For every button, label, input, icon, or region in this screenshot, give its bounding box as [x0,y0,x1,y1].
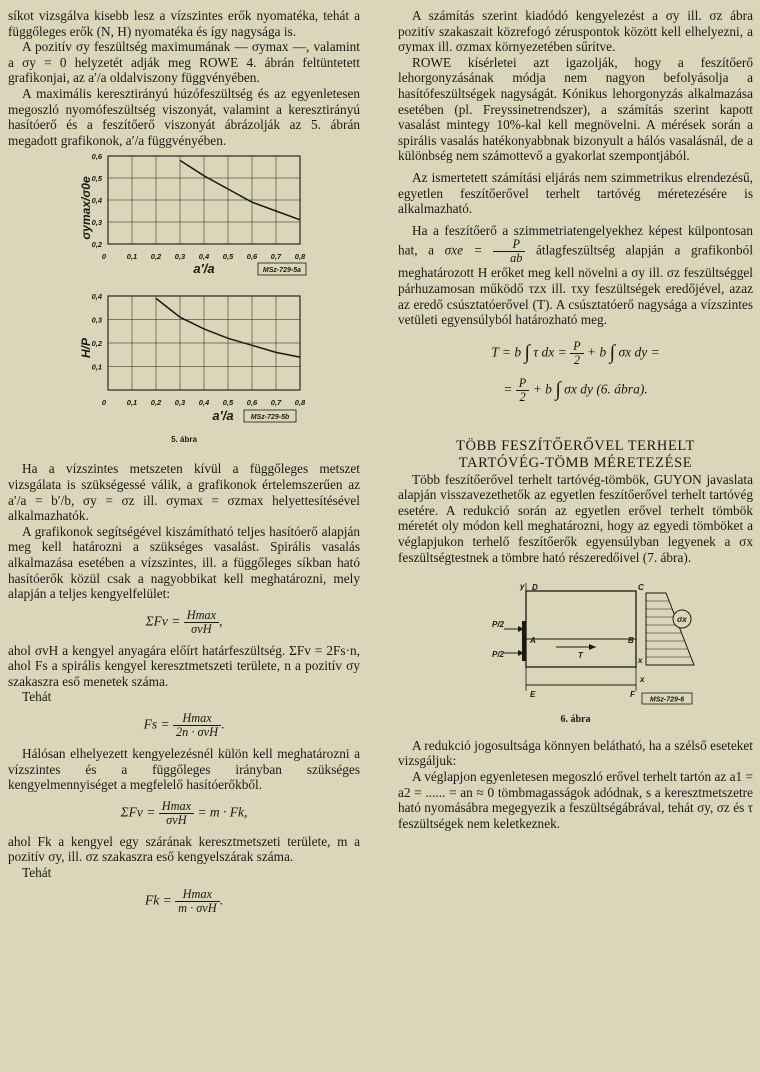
equation [398,340,753,367]
equation-end: . [220,716,225,732]
numerator: Hmax [175,888,220,902]
equation-lhs: Fk = [145,892,172,908]
equation-part: + b [532,381,552,397]
x-tick-label: 0,4 [198,398,210,408]
paragraph: A pozitív σy feszültség maximumának — σymax —, valamint a σy = 0 helyzetét adják meg ROWE 4. ábrán feltüntetett grafikonjai, az a′/a oldalviszony függvényében. [8,39,360,86]
equation [8,800,360,827]
paragraph [398,223,753,328]
equation-end: . [219,892,223,908]
paragraph: Az ismertetett számítási eljárás nem szimmetrikus elrendezésű, egyetlen feszítőerővel terhelt tartóvég méretezésére is alkalmazható. [398,169,753,217]
fraction [159,800,194,827]
series-line [180,161,300,220]
paragraph: A grafikonok segítségével kiszámítható teljes hasítóerő alapján meg kell határozni a szükséges vasalást. Spirális vasalás alkalmazása esetében a vízszintes, ill. a függőleges síkban ható hasítóerők közül csak a nagyobbikat kell meghatározni, mely alapján a teljes kengyelfelület: [8,523,360,602]
paragraph: ahol σvH a kengyel anyagára előírt határfeszültség. ΣFv = 2Fs·n, ahol Fs a spirális kengyel keresztmetszeti területe, n a pozitív σy szakaszra eső menetek száma. [8,642,360,689]
y-tick-label: 0,4 [91,292,102,302]
stamp: MSz-729-6 [649,696,684,704]
y-tick-label: 0,3 [91,315,102,325]
numerator: P [570,340,584,354]
diagram-label: A [529,636,536,646]
x-tick-label: 0,5 [222,252,234,262]
diagram-label: σx [676,615,687,625]
x-axis-label: a′/a [212,408,234,424]
paragraph: Hálósan elhelyezett kengyelezésnél külön kell meghatározni a vízszintes és a függőleges irányban szükséges kengyelmennyiséget a megfelelő hasítóerőkből. [8,746,360,793]
equation-lhs: ΣFv = [120,804,156,820]
figure-caption: 5. ábra [171,435,197,445]
equation [8,888,360,915]
figure-caption: 6. ábra [560,714,591,726]
left-column [8,8,360,922]
equation [8,712,360,739]
numerator: Hmax [173,712,221,726]
chart-top [79,152,306,276]
equation-part: T = b [491,344,522,360]
fraction [184,609,219,636]
equation-lhs: ΣFv = [145,613,181,629]
numerator: Hmax [184,609,219,623]
fraction [570,340,584,367]
x-tick-label: 0,6 [246,398,258,408]
numerator: P [493,238,525,252]
x-tick-label: 0,2 [150,398,162,408]
paragraph: A számítás szerint kiadódó kengyelezést a σy ill. σz ábra pozitív szakaszait közrefogó zéruspontok között kell elhelyezni, a σymax ill. σzmax környezetében sűrítve. [398,8,753,55]
y-tick-label: 0,3 [91,218,102,228]
equation [398,377,753,404]
integral-sign: ∫ [555,378,561,401]
paragraph: ahol Fk a kengyel egy szárának keresztmetszeti területe, m a pozitív σy, ill. σz szakaszra eső kengyelszárak száma. [8,833,360,865]
denominator: 2 [573,352,580,367]
diagram-label: C [637,583,644,593]
x-tick-label: 0,6 [246,252,258,262]
diagram-label: y [519,582,524,592]
y-tick-label: 0,5 [91,174,102,184]
x-tick-label: 0,1 [126,252,138,262]
x-tick-label: 0,3 [174,398,186,408]
paragraph: A redukció jogosultsága könnyen belátható, ha a szélső eseteket vizsgáljuk: [398,737,753,769]
arrow-head [589,644,596,650]
y-tick-label: 0,4 [91,196,102,206]
paragraph: ROWE kísérletei azt igazolják, hogy a feszítőerő lehorgonyzásának módja nem nagyon befolyásolja a hasítófeszültségek nagyságát. Kónikus lehorgonyzás alkalmazása esetében (pl. Freyssinetrendszer), a számítás szerint kapott vasalást mintegy 10%-kal kell megnövelni. A mérések során a spirális vasalás hatékonyabbnak bizonyult a hálós vasalásnál, de a különbség nem számottevő a gyakorlat szempontjából. [398,54,753,164]
x-tick-label: 0,1 [126,398,138,408]
fraction [175,888,220,915]
right-column [398,8,753,831]
grid [108,296,300,390]
y-tick-label: 0,2 [91,240,102,250]
stamp: MSz-729-5b [250,414,290,422]
text-run: Ha a feszítőerő a szimmetriatengelyekhez képest külpontosan hat, a [398,222,753,258]
denominator: 2n · σvH [176,725,218,740]
denominator: σvH [166,812,187,827]
equation-part: = [503,381,513,397]
x-tick-label: 0,8 [294,252,306,262]
diagram-label: P/2 [491,620,504,630]
y-tick-label: 0,2 [91,339,102,349]
diagram-label: D [531,583,538,593]
y-tick-label: 0,1 [91,362,102,372]
integral-sign: ∫ [609,341,616,364]
chart-bottom [79,292,306,423]
equation-part: + b [587,344,607,360]
paragraph: A maximális keresztirányú húzófeszültség és az egyenletesen megoszló nyomófeszültség viszonyát, valamint a keresztirányú hasítóerő és a feszítőerő viszonyát ábrázolják az 5. ábrán megadott grafikonok, a′/a függvényében. [8,85,360,148]
x-tick-label: 0,7 [270,398,282,408]
text-run: átlagfeszültség alapján a grafikonból meghatározott H erőket meg kell növelni a σy ill. σz feszültséggel párhuzamosan működő τzx ill. τxy feszültségek eredőjével, azaz az eredő csúsztatóerővel (T). A csúsztatóerő nagysága a vízszintes vetületi egyensúlyból határozható meg. [398,242,754,328]
diagram-label: T [577,651,583,661]
paragraph: Ha a vízszintes metszeten kívül a függőleges metszet vizsgálata is szükségessé válik, a grafikonok értelemszerűen az a′/a = b′/b, σy = σz ill. σymax = σzmax helyettesítésével alkalmazhatók. [8,461,360,524]
x-tick-label: 0 [101,398,107,408]
diagram-label: E [529,690,535,700]
stamp: MSz-729-5a [262,267,302,275]
paragraph: síkot vizsgálva kisebb lesz a vízszintes erők nyomatéka, tehát a függőleges erők (N, H) nyomatéka és így nagysága is. [8,8,360,39]
label: Tehát [22,865,52,881]
heading-line: TARTÓVÉG-TÖMB MÉRETEZÉSE [458,454,693,471]
equation-part: σx dy = [618,344,660,360]
diagram-label: P/2 [491,650,504,660]
denominator: 2 [519,389,526,404]
y-tick-label: 0,6 [91,152,102,162]
numerator: Hmax [159,800,194,814]
paragraph: A véglapjon egyenletesen megoszló erővel terhelt tartón az a1 = a2 = ...... = an ≈ 0 tömbmagasságok adódnak, s a keresztmetszetre ható nyomásábra megegyezik a feszültségábrával, tehát σy, σz és τ feszültségek nem keletkeznek. [398,769,753,831]
equation [8,609,360,636]
fraction [516,377,530,404]
x-tick-label: 0,7 [270,252,282,262]
x-tick-label: 0 [101,252,107,262]
denominator: m · σvH [178,900,217,915]
diagram-label: B [627,636,634,646]
x-tick-label: 0,2 [150,252,162,262]
denominator: ab [510,251,523,266]
label: Tehát [22,689,52,705]
equation-end: = m · Fk, [197,804,248,820]
diagram-label: x [637,656,642,666]
diagram-label: x [639,675,644,685]
equation-part: τ dx = [533,344,567,360]
fraction [493,238,525,265]
denominator: σvH [191,621,212,636]
y-axis-label: H/P [79,338,93,359]
x-axis-label: a′/a [193,261,215,277]
equation-lhs: Fs = [143,716,170,732]
anchor-plate [522,621,526,661]
fraction [173,712,221,739]
equation-end: , [219,613,223,629]
diagram-label: F [629,690,635,700]
section-heading [398,438,753,472]
stress-diagram [646,593,694,665]
x-tick-label: 0,4 [198,252,210,262]
numerator: P [516,377,530,391]
figure-6 [446,581,706,711]
figure-5 [8,148,360,448]
symbol: σxe = [444,242,483,258]
grid [108,156,300,244]
integral-sign: ∫ [524,341,530,364]
x-tick-label: 0,8 [294,398,306,408]
y-axis-label: σymax/σ0e [79,176,93,240]
paragraph: Több feszítőerővel terhelt tartóvég-tömbök, GUYON javaslata alapján visszavezethetők az egyetlen feszítőerővel terhelt tartóvég esetére. A redukció során az egyetlen erővel terhelt tömbök méretét oly módon kell meghatározni, hogy az egyedi tömböket a véglapjukon terhelő feszítőerők egyensúlyban legyenek a σx feszültségtestnek a tömbre ható részeredőivel (7. ábra). [398,471,753,565]
hatching [646,601,690,657]
equation-part: σx dy (6. ábra). [564,381,648,397]
heading-line: TÖBB FESZÍTŐERŐVEL TERHELT [455,437,695,454]
x-tick-label: 0,3 [174,252,186,262]
x-tick-label: 0,5 [222,398,234,408]
